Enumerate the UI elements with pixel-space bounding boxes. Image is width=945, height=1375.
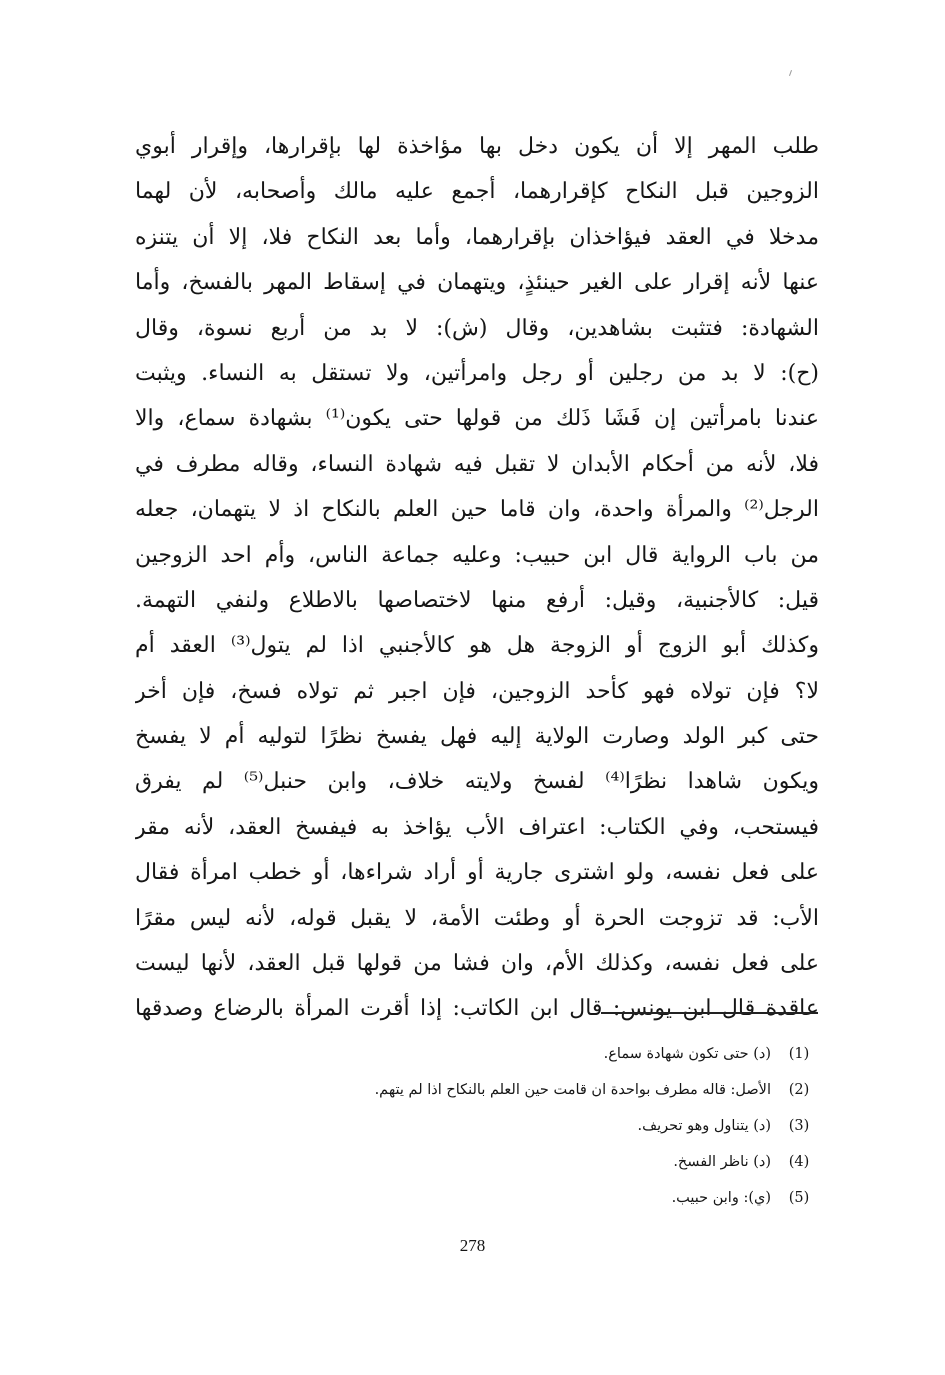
text-line: مدخلا في العقد فيؤاخذان بإقرارهما، وأما بعد النكاح فلا، إلا أن يتنزه xyxy=(135,224,819,250)
footnote-item xyxy=(261,1144,821,1180)
footnote-text: (د) يتناول وهو تحريف. xyxy=(637,1118,771,1134)
footnotes xyxy=(261,1036,821,1216)
footnote-text: الأصل: قاله مطرف بواحدة ان قامت حين العلم بالنكاح اذا لم يتهم. xyxy=(374,1082,771,1098)
text-line: قيل: كالأجنبية، وقيل: أرفع منها لاختصاصها بالاطلاع ولنفي التهمة. xyxy=(135,587,819,613)
footnote-text: (ي): وابن حبيب. xyxy=(671,1190,771,1206)
text-line: عاقدة قال ابن يونس: قال ابن الكاتب: إذا أقرت المرأة بالرضاع وصدقها xyxy=(135,996,819,1022)
text-line: فلا، لأنه من أحكام الأبدان لا تقبل فيه شهادة النساء، وقاله مطرف في xyxy=(135,451,819,477)
text-line: طلب المهر إلا أن يكون دخل بها مؤاخذة لها بإقرارها، وإقرار أبوي xyxy=(135,134,819,159)
footnote-number: (2) xyxy=(788,1082,810,1098)
text-line: على فعل نفسه، ولو اشترى جارية أو أراد شراءها، أو خطب امرأة فقال xyxy=(135,860,819,886)
scan-speck xyxy=(789,70,792,76)
text-line: من باب الرواية قال ابن حبيب: وعليه جماعة الناس، وأم احد الزوجين xyxy=(135,542,819,568)
footnote-item xyxy=(261,1180,821,1216)
text-line: الرجل⁽²⁾ والمرأة واحدة، وان قاما حين العلم بالنكاح اذ لا يتهمان، جعله xyxy=(135,497,819,523)
text-line: على فعل نفسه، وكذلك الأم، وان فشا من قولها قبل العقد، لأنها ليست xyxy=(135,951,819,977)
text-line: ويكون شاهدا نظرًا⁽⁴⁾ لفسخ ولايته خلاف، وابن حنبل⁽⁵⁾ لم يفرق xyxy=(135,769,819,795)
text-line: فيستحب، وفي الكتاب: اعتراف الأب يؤاخذ به فيفسخ العقد، لأنه مقر xyxy=(135,814,819,840)
text-line: (ح): لا بد من رجلين أو رجل وامرأتين، ولا تستقل به النساء. ويثبت xyxy=(135,360,819,386)
footnote-item xyxy=(261,1108,821,1144)
text-line: لا؟ فإن تولاه فهو كأحد الزوجين، فإن اجبر ثم تولاه فسخ، فإن أخر xyxy=(135,678,819,704)
footnote-item xyxy=(261,1036,821,1072)
footnote-number: (5) xyxy=(788,1190,810,1206)
footnote-number: (4) xyxy=(788,1154,810,1170)
text-line: عنها لأنه إقرار على الغير حينئذٍ، ويتهمان في إسقاط المهر بالفسخ، وأما xyxy=(135,270,819,296)
footnote-item xyxy=(261,1072,821,1108)
footnote-text: (د) ناظر الفسخ. xyxy=(673,1154,771,1170)
text-line: وكذلك أبو الزوج أو الزوجة هل هو كالأجنبي اذا لم يتول⁽³⁾ العقد أم xyxy=(135,633,819,659)
text-line: الزوجين قبل النكاح كإقرارهما، أجمع عليه مالك وأصحابه، لأن لهما xyxy=(135,179,819,205)
footnote-number: (3) xyxy=(788,1118,810,1134)
text-line: حتى كبر الولد وصارت الولاية إليه فهل يفسخ نظرًا لتوليه أم لا يفسخ xyxy=(135,724,819,750)
text-line: الشهادة: فتثبت بشاهدين، وقال (ش): لا بد من أربع نسوة، وقال xyxy=(135,315,819,341)
page-number: 278 xyxy=(459,1236,486,1255)
footnote-separator xyxy=(601,1012,818,1014)
footnote-number: (1) xyxy=(788,1046,810,1062)
footnote-text: (د) حتى تكون شهادة سماع. xyxy=(603,1046,771,1062)
main-text xyxy=(135,124,819,1032)
text-line: عندنا بامرأتين إن فَشَا ذَلك من قولها حتى يكون⁽¹⁾ بشهادة سماع، والا xyxy=(135,406,819,432)
text-line: الأب: قد تزوجت الحرة أو وطئت الأمة، لا يقبل قوله، لأنه ليس مقرًا xyxy=(135,905,819,931)
